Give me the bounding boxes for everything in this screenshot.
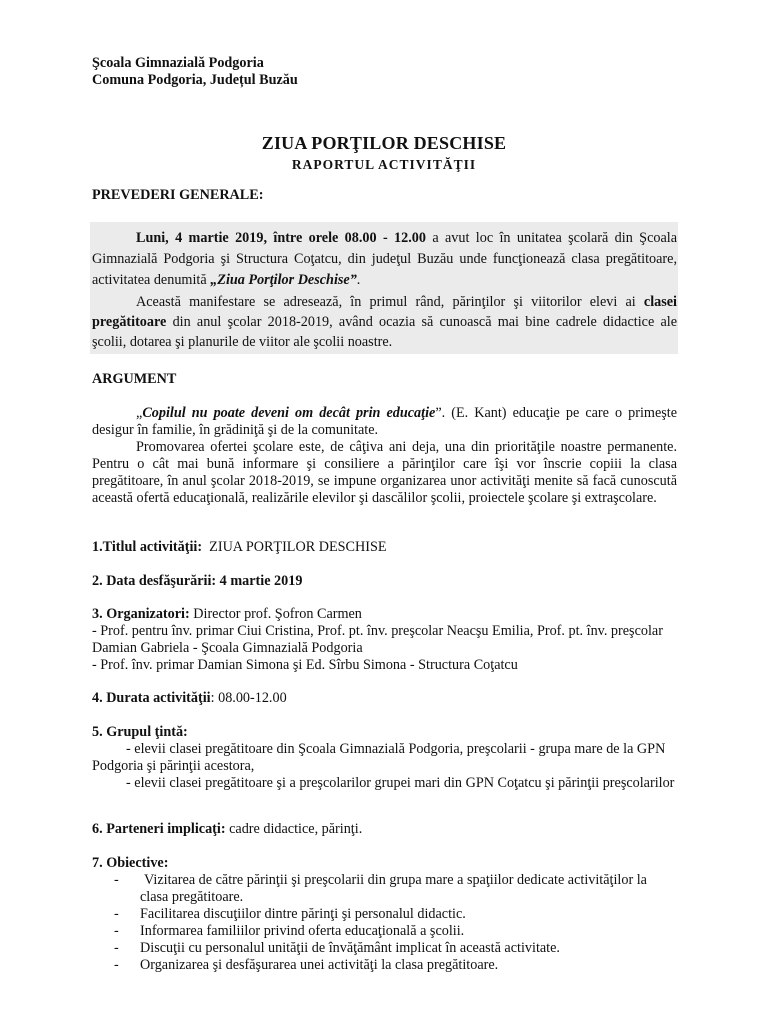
general-paragraph-2: [92, 292, 677, 352]
list-dash: -: [114, 872, 119, 888]
section-label: 7. Obiective:: [92, 855, 169, 871]
section-1-title: [92, 539, 677, 556]
objective-item: [114, 957, 677, 974]
list-dash: -: [114, 906, 119, 922]
school-name: Şcoala Gimnazială Podgoria: [92, 55, 264, 71]
general-heading: PREVEDERI GENERALE:: [92, 187, 264, 203]
event-name: „Ziua Porţilor Deschise”: [210, 272, 357, 288]
director-name: Director prof. Şofron Carmen: [189, 606, 362, 622]
section-2-date: 2. Data desfăşurării: 4 martie 2019: [92, 573, 303, 589]
paragraph-end: .: [356, 272, 361, 288]
list-dash: -: [114, 940, 119, 956]
section-5-target-group: [92, 724, 677, 792]
document-title: ZIUA PORŢILOR DESCHISE: [261, 133, 507, 153]
duration-value: : 08.00-12.00: [210, 690, 287, 706]
general-paragraph-1: [92, 228, 677, 291]
commune-name: Comuna Podgoria, Județul Buzău: [92, 72, 298, 88]
objective-text: Vizitarea de către părinţii şi preşcolarii din grupa mare a spaţiilor dedicate activităţilor la clasa pregătitoare.: [140, 872, 647, 905]
quote-close: ”: [435, 405, 442, 421]
section-label: 1.Titlul activităţii:: [92, 539, 203, 555]
list-dash: -: [114, 957, 119, 973]
paragraph-text: din anul şcolar 2018-2019, având ocazia să cunoască mai bine cadrele didactice ale şcolii, dotarea şi planurile de viitor ale şcolii noastre.: [92, 314, 677, 350]
kant-quote: Copilul nu poate deveni om decât prin educaţie: [142, 405, 436, 421]
section-6-partners: [92, 821, 677, 838]
document-header: [92, 55, 677, 89]
objective-item: [114, 906, 677, 923]
section-3-organizers: [92, 606, 677, 674]
paragraph-text: . (E. Kant) educaţie pe care o primeşte desigur în familie, în grădiniţă şi de la comunitate.: [92, 405, 678, 438]
objective-item: [114, 923, 677, 940]
argument-paragraph-2: Promovarea ofertei şcolare este, de câţiva ani deja, una din priorităţile noastre permanente. Pentru o cât mai bună informare şi consiliere a părinţilor care îşi vor înscrie copiii la clasa pregătitoare, în anul şcolar 2018-2019, se impune organizarea unor activităţi menite să facă cunoscută această ofertă educaţională, realizările elevilor şi dascălilor şcolii, proiectele şcolare şi extraşcolare.: [92, 439, 677, 506]
section-label: 3. Organizatori:: [92, 606, 190, 622]
partners-value: cadre didactice, părinţi.: [225, 821, 363, 837]
document-subtitle: RAPORTUL ACTIVITĂŢII: [291, 157, 477, 172]
organizers-line-2: - Prof. pentru înv. primar Ciui Cristina, Prof. pt. înv. preşcolar Neacşu Emilia, Prof. pt. înv. preşcolar Damian Gabriela - Şcoala Gimnazială Podgoria: [92, 623, 663, 656]
objective-text: Discuţii cu personalul unităţii de învăţământ implicat în această activitate.: [140, 940, 560, 956]
section-7-objectives: [92, 855, 677, 974]
list-dash: -: [114, 923, 119, 939]
objective-text: Facilitarea discuţiilor dintre părinţi şi personalul didactic.: [140, 906, 466, 922]
argument-paragraph-1: [92, 405, 677, 439]
section-label: 4. Durata activităţii: [92, 690, 211, 706]
target-group-item-2: - elevii clasei pregătitoare şi a preşcolarilor grupei mari din GPN Coţatcu şi părinţii preşcolarilor: [126, 775, 675, 791]
event-date-text: Luni, 4 martie 2019, între orele 08.00 - 12.00: [136, 230, 426, 246]
section-label: 5. Grupul ţintă:: [92, 724, 188, 740]
paragraph-text: a avut loc în unitatea şcolară din Şcoala Gimnazială Podgoria şi Structura Coţatcu, din judeţul Buzău unde funcţionează clasa pregătitoare, activitatea denumită: [92, 230, 677, 288]
argument-heading: ARGUMENT: [92, 371, 177, 387]
objective-item: [114, 940, 677, 957]
activity-title: ZIUA PORŢILOR DESCHISE: [209, 539, 387, 555]
organizers-line-3: - Prof. înv. primar Damian Simona şi Ed. Sîrbu Simona - Structura Coţatcu: [92, 657, 518, 673]
objective-item: [114, 872, 677, 906]
paragraph-text: Această manifestare se adresează, în primul rând, părinţilor şi viitorilor elevi ai: [136, 294, 644, 310]
target-group-item-1: - elevii clasei pregătitoare din Şcoala Gimnazială Podgoria, preşcolarii - grupa mare de la GPN Podgoria şi părinţii acestora,: [92, 741, 666, 774]
objective-text: Informarea familiilor privind oferta educaţională a şcolii.: [140, 923, 465, 939]
section-4-duration: [92, 690, 677, 707]
section-label: 6. Parteneri implicaţi:: [92, 821, 226, 837]
target-class: clasei pregătitoare: [92, 294, 677, 330]
quote-open: „: [136, 405, 143, 421]
objective-text: Organizarea şi desfăşurarea unei activităţi la clasa pregătitoare.: [140, 957, 499, 973]
